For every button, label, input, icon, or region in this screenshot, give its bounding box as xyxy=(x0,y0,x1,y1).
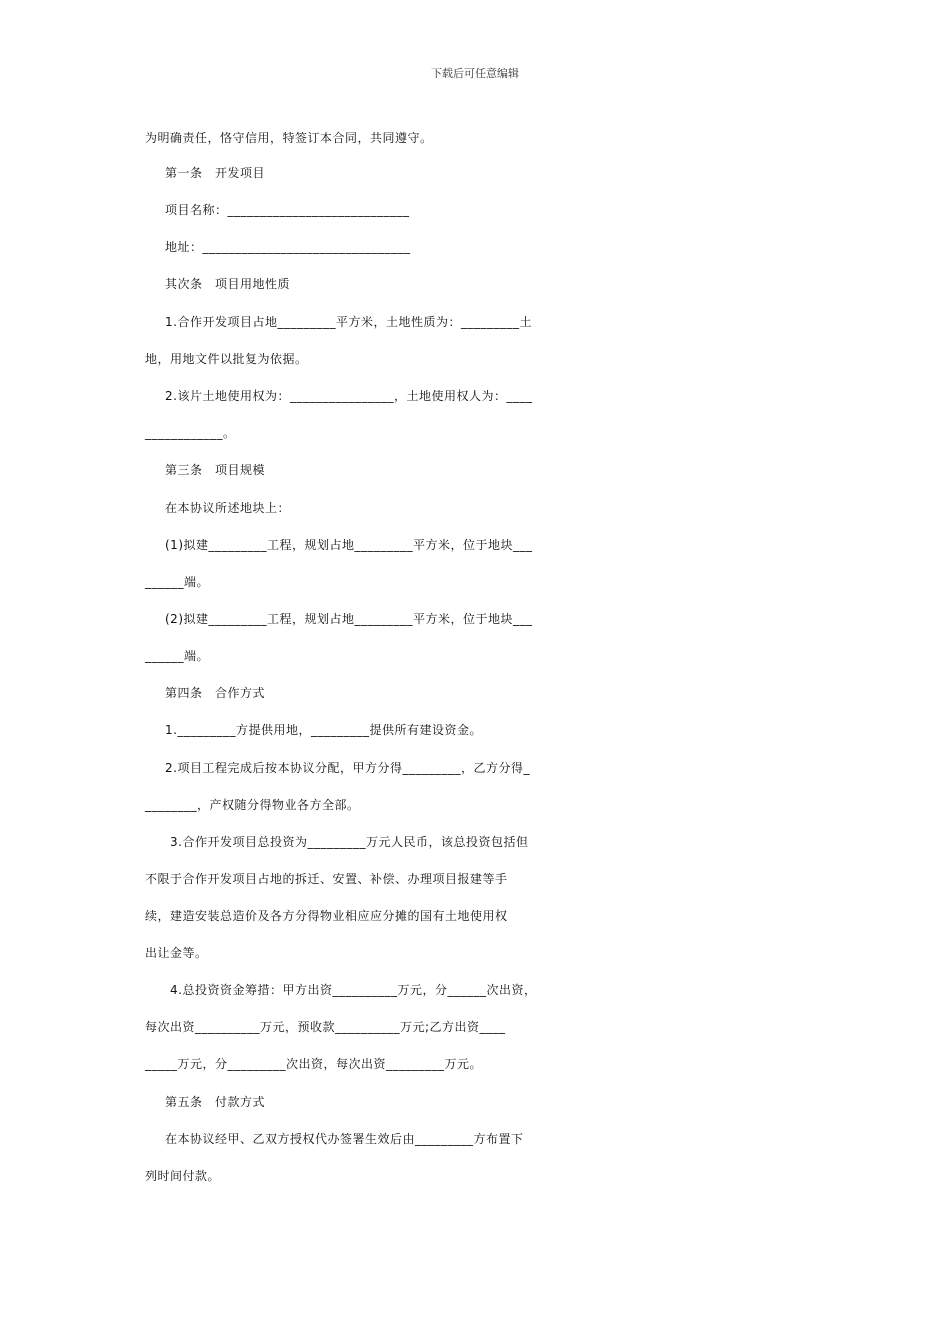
paragraph-line: _____万元，分_________次出资，每次出资_________万元。 xyxy=(145,1057,483,1071)
paragraph-line: 1._________方提供用地，_________提供所有建设资金。 xyxy=(165,723,482,737)
paragraph-line: ________，产权随分得物业各方全部。 xyxy=(145,798,360,812)
section-heading: 第一条 开发项目 xyxy=(165,166,266,180)
paragraph-line: 不限于合作开发项目占地的拆迁、安置、补偿、办理项目报建等手 xyxy=(145,872,508,886)
section-heading: 其次条 项目用地性质 xyxy=(165,277,291,291)
section-heading: 第三条 项目规模 xyxy=(165,463,266,477)
paragraph-line: 为明确责任，恪守信用，特签订本合同，共同遵守。 xyxy=(145,131,433,145)
page-header: 下载后可任意编辑 xyxy=(431,67,519,80)
paragraph-line: ______端。 xyxy=(145,575,210,589)
paragraph-line: ____________。 xyxy=(145,426,236,440)
section-heading: 第五条 付款方式 xyxy=(165,1095,266,1109)
paragraph-line: ______端。 xyxy=(145,649,210,663)
paragraph-line: 地址：________________________________ xyxy=(165,240,411,254)
paragraph-line: 每次出资__________万元，预收款__________万元;乙方出资____ xyxy=(145,1020,506,1034)
paragraph-line: 4.总投资资金筹措：甲方出资__________万元，分______次出资， xyxy=(170,983,537,997)
paragraph-line: 在本协议经甲、乙双方授权代办签署生效后由_________方布置下 xyxy=(165,1132,524,1146)
paragraph-line: 3.合作开发项目总投资为_________万元人民币，该总投资包括但 xyxy=(170,835,529,849)
paragraph-line: 项目名称：____________________________ xyxy=(165,203,410,217)
paragraph-line: 地，用地文件以批复为依据。 xyxy=(145,352,308,366)
section-heading: 第四条 合作方式 xyxy=(165,686,266,700)
paragraph-line: 2.该片土地使用权为：________________，土地使用权人为：____ xyxy=(165,389,533,403)
paragraph-line: 出让金等。 xyxy=(145,946,208,960)
paragraph-line: 在本协议所述地块上： xyxy=(165,501,291,515)
paragraph-line: 2.项目工程完成后按本协议分配，甲方分得_________，乙方分得_ xyxy=(165,761,530,775)
paragraph-line: 列时间付款。 xyxy=(145,1169,221,1183)
paragraph-line: 续，建造安装总造价及各方分得物业相应应分摊的国有土地使用权 xyxy=(145,909,508,923)
paragraph-line: (1)拟建_________工程，规划占地_________平方米，位于地块___ xyxy=(165,538,533,552)
paragraph-line: 1.合作开发项目占地_________平方米，土地性质为：_________土 xyxy=(165,315,532,329)
paragraph-line: (2)拟建_________工程，规划占地_________平方米，位于地块___ xyxy=(165,612,533,626)
